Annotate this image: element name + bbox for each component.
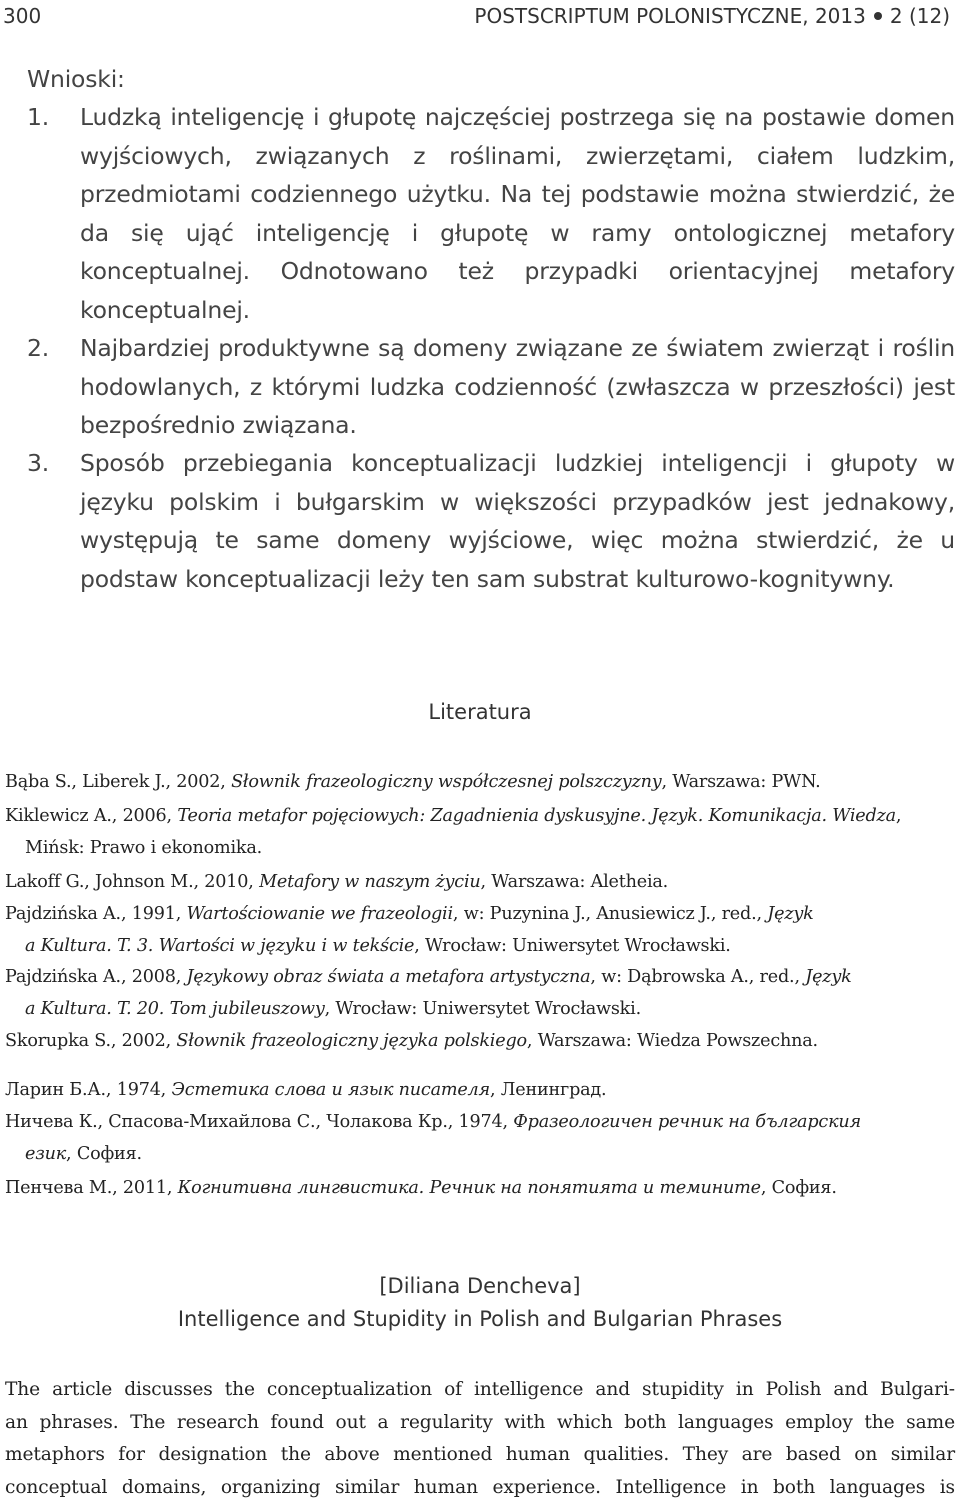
page-number: 300 [3,4,42,28]
abstract-line: The article discusses the conceptualization of intelligence and stupidity in Polish and Bulgari- [5,1379,955,1400]
ref-author: Ничева К., Спасова-Михайлова С., Чолакова Кр. [5,1112,448,1132]
ref-publisher: , Warszawa: PWN. [661,772,821,792]
ref-title: Wartościowanie we frazeologii [186,904,453,924]
ref-continuation [5,993,955,1025]
ref-author: Kiklewicz A. [5,806,112,826]
ref-author: Ларин Б.А. [5,1080,106,1100]
ref-year: , 1974, [105,1080,172,1100]
journal-issue: 2 (12) [889,4,950,28]
ref-author: Bąba S., Liberek J. [5,772,166,792]
ref-author: Lakoff G., Johnson M. [5,872,194,892]
reference-entry [5,766,955,798]
ref-title: Эстетика слова и язык писателя [171,1080,490,1100]
ref-title: Metafory w naszym życiu [259,872,481,892]
ref-title: a Kultura. T. 20. Tom jubileuszowy [25,999,325,1019]
summary-abstract [5,1374,955,1504]
ref-year: , 2002, [110,1031,177,1051]
ref-continuation [5,1138,955,1170]
ref-title: Język [761,904,814,924]
ref-title: a Kultura. T. 3. Wartości w języku i w tekście [25,936,415,956]
ref-author: Pajdzińska A. [5,904,121,924]
reference-entry [5,1172,955,1204]
journal-info [474,4,950,28]
reference-entry [5,898,955,962]
ref-year: , 2008, [120,967,187,987]
ref-title: език [25,1144,67,1164]
ref-publisher: , Wrocław: Uniwersytet Wrocławski. [414,936,731,956]
ref-publisher: , Warszawa: Aletheia. [480,872,669,892]
ref-title: Język [799,967,852,987]
item-text: Sposób przebiegania konceptualizacji ludzkiej inteligencji i głupoty w języku polskim i bułgarskim w większości przypadków jest jednakowy, występują te same domeny wyjściowe, więc można stwierdzić, że u podstaw konceptualizacji leży ten sam substrat kulturowo-kognitywny. [80,449,955,593]
item-number: 2. [27,334,50,362]
reference-entry [5,866,955,898]
ref-publisher: , Warszawa: Wiedza Powszechna. [526,1031,818,1051]
ref-publisher: , Ленинград. [490,1080,607,1100]
bullet-icon [874,12,882,20]
ref-author: Пенчева М. [5,1178,113,1198]
abstract-line: conceptual domains, organizing similar human experience. Intelligence in both languages is [5,1476,955,1498]
abstract-line: an phrases. The research found out a regularity with which both languages employ the same [5,1411,955,1433]
ref-title: Teoria metafor pojęciowych: Zagadnienia dyskusyjne. Język. Komunikacja. Wiedza [177,806,896,826]
ref-title: Фразеологичен речник на българския [513,1112,861,1132]
ref-year: , 2006, [111,806,178,826]
ref-title: Słownik frazeologiczny języka polskiego [176,1031,527,1051]
ref-continuation: Mińsk: Prawo i ekonomika. [25,838,263,858]
ref-publisher: , w: Puzynina J., Anusiewicz J., red., [452,904,762,924]
ref-year: , 2011, [112,1178,178,1198]
item-text: Najbardziej produktywne są domeny związane ze światem zwierząt i roślin hodowlanych, z którymi ludzka codzienność (zwłaszcza w przeszłości) jest bezpośrednio związana. [80,334,955,439]
ref-author: Pajdzińska A. [5,967,121,987]
abstract-line: metaphors for designation the above mentioned human qualities. They are based on similar [5,1444,955,1465]
ref-publisher: , [895,806,902,826]
item-number: 1. [27,103,50,131]
ref-title: Słownik frazeologiczny współczesnej polszczyzny [231,772,662,792]
ref-publisher: , Wrocław: Uniwersytet Wrocławski. [324,999,641,1019]
item-text: Ludzką inteligencję i głupotę najczęściej postrzega się na postawie domen wyjściowych, związanych z roślinami, zwierzętami, ciałem ludzkim, przedmiotami codziennego użytku. Na tej podstawie można stwierdzić, że da się ująć inteligencję i głupotę w ramy ontologicznej metafory konceptualnej. Odnotowano też przypadki orientacyjnej metafory konceptualnej. [80,103,955,324]
literature-heading: Literatura [428,700,532,724]
ref-year: , 1991, [120,904,187,924]
reference-entry [5,800,955,864]
conclusion-item [27,444,955,598]
ref-continuation [5,930,955,962]
ref-title: Когнитивна лингвистика. Речник на понятията и темините [177,1178,761,1198]
ref-title: Językowy obraz świata a metafora artystyczna [186,967,591,987]
reference-entry [5,1106,955,1170]
ref-year: , 2002, [165,772,232,792]
reference-entry [5,1074,955,1106]
journal-name: POSTSCRIPTUM POLONISTYCZNE, 2013 [474,4,866,28]
ref-author: Skorupka S. [5,1031,111,1051]
ref-year: , 1974, [447,1112,514,1132]
summary-title: Intelligence and Stupidity in Polish and Bulgarian Phrases [177,1307,783,1331]
reference-entry [5,1025,955,1057]
reference-entry [5,961,955,1025]
conclusion-item [27,98,955,329]
ref-year: , 2010, [193,872,260,892]
item-number: 3. [27,449,50,477]
ref-publisher: , София. [760,1178,837,1198]
summary-author: [Diliana Dencheva] [379,1274,581,1298]
conclusion-item [27,329,955,445]
ref-publisher: , w: Dąbrowska A., red., [590,967,800,987]
ref-publisher: , София. [66,1144,142,1164]
conclusions-title: Wnioski: [27,65,125,93]
